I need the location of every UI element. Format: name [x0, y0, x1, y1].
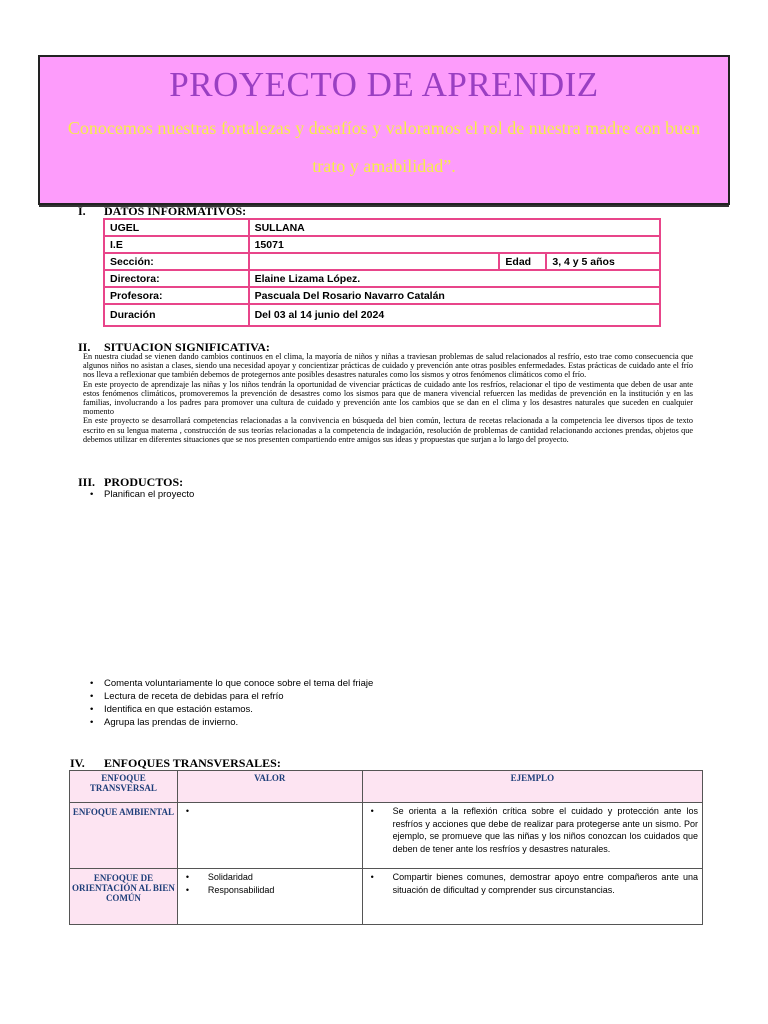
title-banner: [38, 55, 730, 205]
situacion-paragraph-1: En nuestra ciudad se vienen dando cambios continuos en el clima, la mayoría de niños y niñas a traviesan problemas de salud relacionados al resfrío, esto trae como consecuencia que algunos niños no asistan a clases, siendo una necesidad apoyar y concientizar prácticas de cuidado y prevención ante otras posibles enfermedades. Estas prácticas de cuidado ante el frío nos lleva a reflexionar que también debemos de protegernos ante posibles desastres naturales como los sismos y otros fenómenos climáticos como el frío.: [83, 352, 693, 380]
ugel-label: UGEL: [104, 219, 249, 236]
project-title: PROYECTO DE APRENDIZ: [169, 65, 599, 104]
situacion-text: [83, 352, 693, 444]
valor-cell: [177, 803, 362, 869]
project-subtitle: Conocemos nuestras fortalezas y desafíos y valoramos el rol de nuestra madre con buen trato y amabilidad”.: [67, 118, 701, 176]
productos-first-list: [90, 488, 194, 501]
row-duracion: [104, 304, 660, 326]
enfoque-name: ENFOQUE AMBIENTAL: [70, 803, 178, 869]
valor-cell: [177, 869, 362, 925]
list-item: • Responsabilidad: [186, 884, 358, 897]
row-directora: [104, 270, 660, 287]
section-situacion-heading: II. SITUACION SIGNIFICATIVA:: [78, 340, 270, 354]
list-item: • Lectura de receta de debidas para el refrío: [90, 690, 373, 703]
list-item: • Planifican el proyecto: [90, 488, 194, 501]
header-valor: VALOR: [177, 771, 362, 803]
list-item: • Solidaridad: [186, 871, 358, 884]
header-enfoque: ENFOQUE TRANSVERSAL: [70, 771, 178, 803]
duracion-label: Duración: [104, 304, 249, 326]
ejemplo-cell: [362, 803, 702, 869]
header-ejemplo: EJEMPLO: [362, 771, 702, 803]
ejemplo-cell: [362, 869, 702, 925]
row-seccion: [104, 253, 660, 270]
profesora-label: Profesora:: [104, 287, 249, 304]
row-profesora: [104, 287, 660, 304]
list-item: • Se orienta a la reflexión crítica sobre el cuidado y protección ante los resfríos y acciones que debe de realizar para protegerse ante un sismo. Por ejemplo, se promueve que las niñas y los niños conozcan los cuidados que deben de tener ante los resfríos y desastres naturales.: [371, 805, 698, 855]
productos-list: [90, 677, 373, 729]
enfoques-header-row: [70, 771, 703, 803]
directora-value: Elaine Lizama López.: [249, 270, 660, 287]
list-item: • Identifica en que estación estamos.: [90, 703, 373, 716]
duracion-value: Del 03 al 14 junio del 2024: [249, 304, 660, 326]
directora-label: Directora:: [104, 270, 249, 287]
list-item: • Comenta voluntariamente lo que conoce sobre el tema del friaje: [90, 677, 373, 690]
list-item: • Agrupa las prendas de invierno.: [90, 716, 373, 729]
enfoques-table: [69, 770, 703, 925]
list-item: • Compartir bienes comunes, demostrar apoyo entre compañeros ante una situación de dificultad y comprender sus circunstancias.: [371, 871, 698, 896]
row-ugel: [104, 219, 660, 236]
seccion-value: [249, 253, 500, 270]
edad-value: 3, 4 y 5 años: [546, 253, 660, 270]
ie-label: I.E: [104, 236, 249, 253]
ie-value: 15071: [249, 236, 660, 253]
table-row: [70, 803, 703, 869]
list-item: [186, 805, 358, 818]
situacion-paragraph-2: En este proyecto de aprendizaje las niñas y los niños tendrán la oportunidad de vivenciar prácticas de cuidado ante los resfríos, relacionar el tipo de vestimenta que deben de usar ante estos fenómenos climáticos, promoveremos la prevención de desastres como los sismos para que de manera vivencial refuercen las medidas de prevención en la institución y en las familias, involucrando a los padres para promover una cultura de cuidado y prevención ante los cambios que se dan en el clima y los desastres naturales que suceden en cualquier momento: [83, 379, 693, 417]
ugel-value: SULLANA: [249, 219, 660, 236]
seccion-label: Sección:: [104, 253, 249, 270]
profesora-value: Pascuala Del Rosario Navarro Catalán: [249, 287, 660, 304]
datos-table: [103, 218, 661, 327]
table-row: [70, 869, 703, 925]
edad-label: Edad: [499, 253, 546, 270]
section-productos-heading: III. PRODUCTOS:: [78, 475, 184, 489]
section-enfoques-heading: IV. ENFOQUES TRANSVERSALES:: [70, 756, 281, 770]
section-datos-heading: I. DATOS INFORMATIVOS:: [78, 204, 247, 218]
row-ie: [104, 236, 660, 253]
situacion-paragraph-3: En este proyecto se desarrollará competencias relacionadas a la convivencia en búsqueda del bien común, lectura de recetas relacionada a la competencia lee diversos tipos de texto escrito en su lengua materna , construcción de sus teorías relacionadas a la competencia de indagación, resolución de problemas de cantidad relacionando acciones prendas, objetos que debemos utilizar en diferentes situaciones que se nos presenten compartiendo entre amigos sus ideas y propuestas que surjan a lo largo del proyecto.: [83, 416, 693, 444]
enfoque-name: ENFOQUE DE ORIENTACIÓN AL BIEN COMÚN: [70, 869, 178, 925]
